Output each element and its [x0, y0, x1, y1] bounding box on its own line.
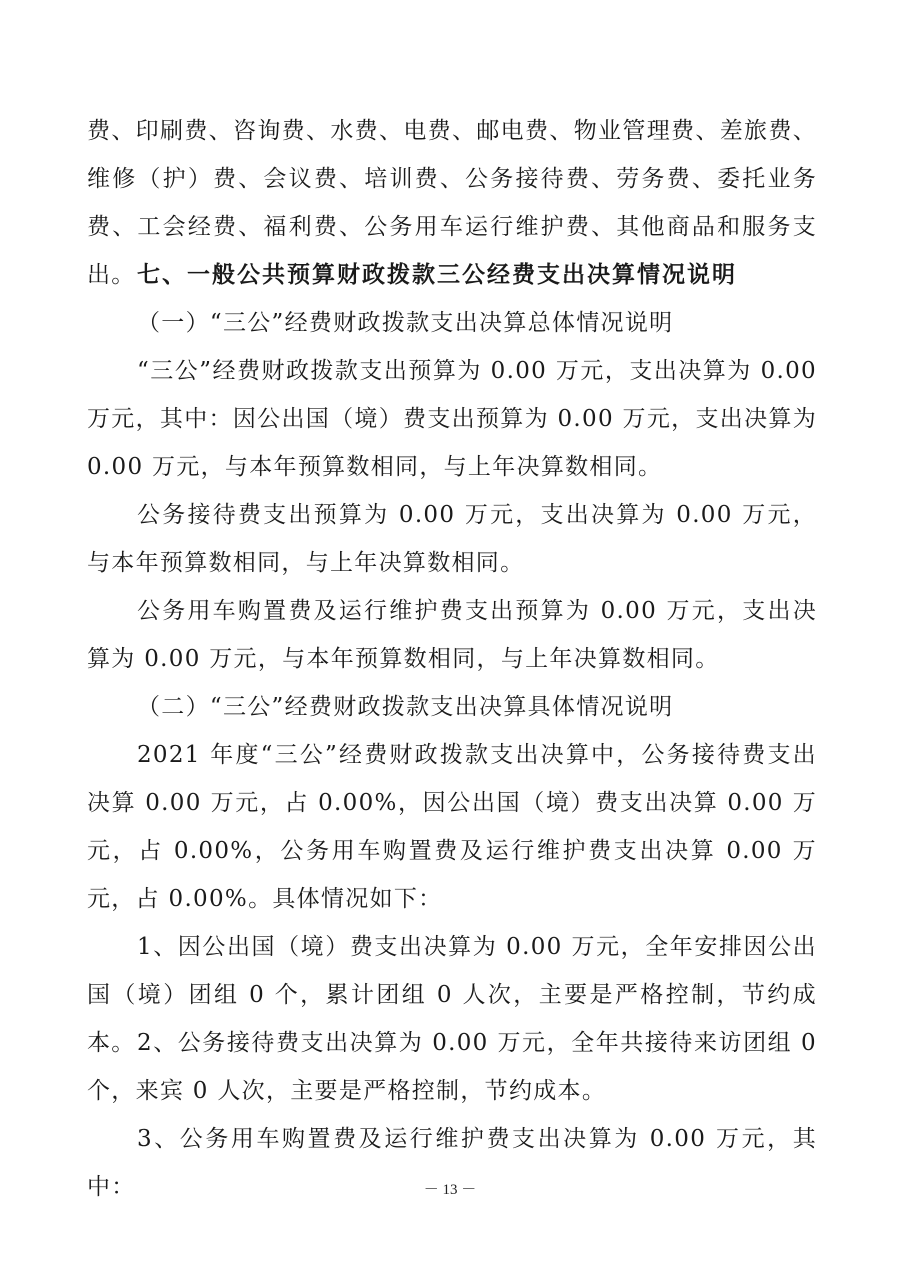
- subheading-details: （二）“三公”经费财政拨款支出决算具体情况说明: [137, 694, 674, 720]
- details-paragraph: 2021 年度“三公”经费财政拨款支出决算中，公务接待费支出决算 0.00 万元，占 0.00%，因公出国（境）费支出决算 0.00 万元，占 0.00%，公务用车购置费及运行维护费支出决算 0.00 万元，占 0.00%。具体情况如下：: [87, 742, 817, 912]
- item-two-paragraph: 2、公务接待费支出决算为 0.00 万元，全年共接待来访团组 0 个，来宾 0 人次，主要是严格控制，节约成本。: [87, 1030, 817, 1104]
- vehicle-summary-paragraph: 公务用车购置费及运行维护费支出预算为 0.00 万元，支出决算为 0.00 万元，与本年预算数相同，与上年决算数相同。: [87, 598, 817, 672]
- reception-summary-paragraph: 公务接待费支出预算为 0.00 万元，支出决算为 0.00 万元，与本年预算数相同，与上年决算数相同。: [87, 502, 817, 576]
- page-number: － 13 －: [423, 1182, 477, 1198]
- item-one-paragraph: 1、因公出国（境）费支出决算为 0.00 万元，全年安排因公出国（境）团组 0 个，累计团组 0 人次，主要是严格控制，节约成本。: [87, 934, 817, 1056]
- overall-summary-paragraph: “三公”经费财政拨款支出预算为 0.00 万元，支出决算为 0.00 万元，其中：因公出国（境）费支出预算为 0.00 万元，支出决算为 0.00 万元，与本年预算数相同，与上年决算数相同。: [87, 358, 817, 480]
- section-heading-seven: 七、一般公共预算财政拨款三公经费支出决算情况说明: [137, 262, 737, 288]
- subheading-overall: （一）“三公”经费财政拨款支出决算总体情况说明: [137, 310, 674, 336]
- item-three-paragraph: 3、公务用车购置费及运行维护费支出决算为 0.00 万元，其中：: [87, 1126, 817, 1200]
- expense-list-paragraph: 费、印刷费、咨询费、水费、电费、邮电费、物业管理费、差旅费、维修（护）费、会议费、培训费、公务接待费、劳务费、委托业务费、工会经费、福利费、公务用车运行维护费、其他商品和服务支出。: [87, 118, 817, 288]
